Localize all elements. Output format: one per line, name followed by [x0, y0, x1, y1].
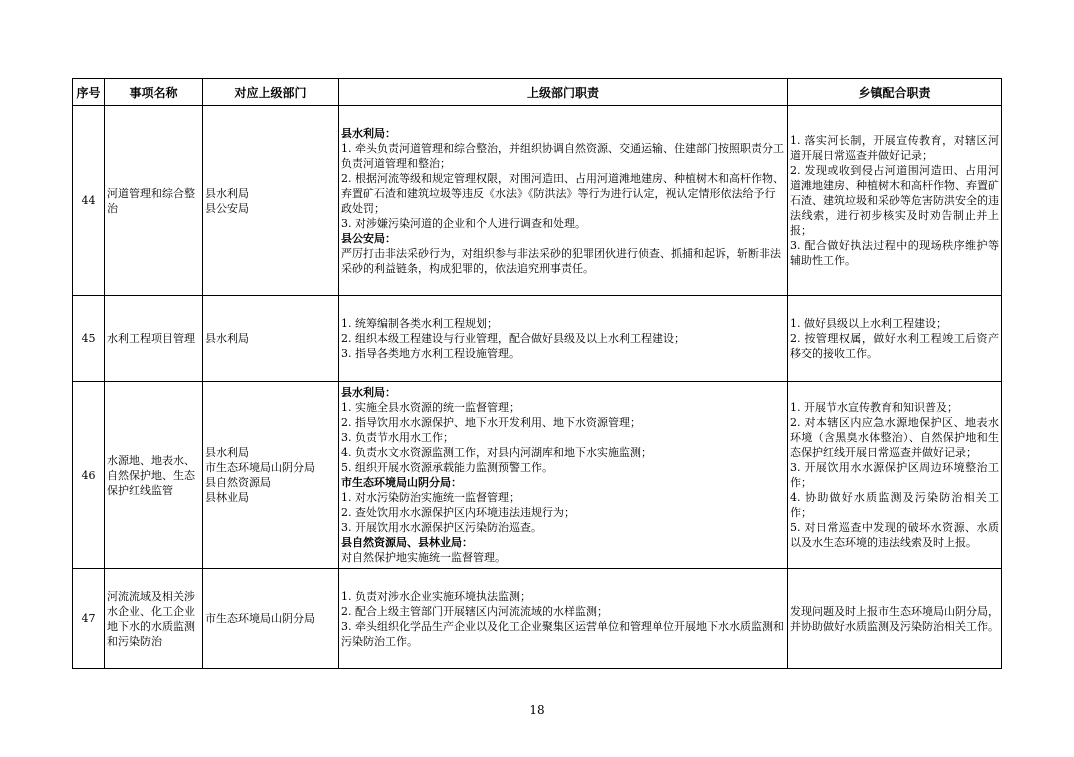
town-duty-item: 2. 按管理权属，做好水利工程竣工后资产移交的接收工作。 [790, 332, 999, 360]
cell-no: 45 [73, 296, 105, 382]
duty-item: 1. 负责对涉水企业实施环境执法监测； [341, 589, 531, 603]
dept-name: 县公安局 [205, 201, 249, 215]
table-row [73, 382, 1002, 569]
header-item-name: 事项名称 [105, 79, 203, 106]
duty-item: 4. 负责水文水资源监测工作，对县内河湖库和地下水实施监测； [341, 446, 652, 459]
cell-superior-duties [339, 382, 788, 569]
town-duty-item: 2. 对本辖区内应急水源地保护区、地表水环境（含黑臭水体整治）、自然保护地和生态保护红线开展日常巡查并做好记录； [790, 416, 999, 459]
town-duty-item: 3. 开展饮用水水源保护区周边环境整治工作； [790, 461, 999, 489]
duty-item: 1. 统筹编制各类水利工程规划； [341, 317, 498, 330]
cell-town-duties [788, 296, 1002, 382]
town-duty-item: 发现问题及时上报市生态环境局山阴分局，并协助做好水质监测及污染防治相关工作。 [790, 604, 999, 633]
cell-no: 47 [73, 569, 105, 669]
cell-item-name: 水源地、地表水、自然保护地、生态保护红线监管 [105, 382, 203, 569]
town-duty-item: 1. 做好县级以上水利工程建设； [790, 317, 947, 330]
duty-item: 1. 实施全县水资源的统一监督管理； [341, 401, 520, 414]
cell-item-name: 水利工程项目管理 [105, 296, 203, 382]
cell-superior-duties [339, 106, 788, 296]
duty-department-heading: 县自然资源局、县林业局： [341, 536, 473, 549]
duty-item: 3. 指导各类地方水利工程设施管理。 [341, 347, 520, 360]
duty-department-heading: 县水利局： [341, 126, 396, 140]
table-header-row [73, 79, 1002, 106]
duty-item: 1. 牵头负责河道管理和综合整治，并组织协调自然资源、交通运输、住建部门按照职责分工负责河道管理和整治； [341, 141, 784, 170]
header-no: 序号 [73, 79, 105, 106]
cell-superior-dept [203, 382, 339, 569]
duty-item: 3. 对涉嫌污染河道的企业和个人进行调查和处理。 [341, 216, 586, 230]
dept-name: 县自然资源局 [205, 476, 271, 489]
duty-item: 3. 开展饮用水水源保护区污染防治巡查。 [341, 521, 542, 534]
table-row [73, 569, 1002, 669]
town-duty-item: 1. 开展节水宣传教育和知识普及； [790, 401, 958, 414]
duty-item: 2. 查处饮用水水源保护区内环境违法违规行为； [341, 506, 575, 519]
duty-department-heading: 市生态环境局山阴分局： [341, 476, 462, 489]
duty-item: 1. 对水污染防治实施统一监督管理； [341, 491, 520, 504]
cell-superior-dept [203, 106, 339, 296]
cell-no: 46 [73, 382, 105, 569]
cell-item-name: 河流流域及相关涉水企业、化工企业地下水的水质监测和污染防治 [105, 569, 203, 669]
header-superior-dept: 对应上级部门 [203, 79, 339, 106]
duty-item: 严厉打击非法采砂行为，对组织参与非法采砂的犯罪团伙进行侦查、抓捕和起诉，斩断非法采砂的利益链条，构成犯罪的，依法追究刑事责任。 [341, 246, 781, 275]
town-duty-item: 1. 落实河长制，开展宣传教育，对辖区河道开展日常巡查并做好记录； [790, 134, 999, 162]
cell-town-duties [788, 382, 1002, 569]
cell-item-name: 河道管理和综合整治 [105, 106, 203, 296]
duties-table [72, 78, 1002, 669]
cell-superior-dept [203, 296, 339, 382]
duty-item: 5. 组织开展水资源承载能力监测预警工作。 [341, 461, 553, 474]
duty-item: 2. 根据河流等级和规定管理权限，对围河造田、占用河道滩地建房、种植树木和高杆作物、弃置矿石渣和建筑垃圾等违反《水法》《防洪法》等行为进行认定，视认定情形依法给予行政处罚； [341, 171, 784, 215]
page-number: 18 [529, 703, 545, 717]
cell-superior-duties [339, 296, 788, 382]
duty-department-heading: 县水利局： [341, 386, 396, 399]
dept-name: 市生态环境局山阴分局 [205, 612, 315, 625]
cell-superior-dept [203, 569, 339, 669]
town-duty-item: 3. 配合做好执法过程中的现场秩序维护等辅助性工作。 [790, 239, 999, 267]
town-duty-item: 4. 协助做好水质监测及污染防治相关工作； [790, 491, 999, 519]
cell-no: 44 [73, 106, 105, 296]
dept-name: 县水利局 [205, 446, 249, 459]
cell-town-duties [788, 569, 1002, 669]
duty-item: 2. 组织本级工程建设与行业管理，配合做好县级及以上水利工程建设； [341, 332, 685, 345]
table-row [73, 296, 1002, 382]
table-row [73, 106, 1002, 296]
duty-department-heading: 县公安局： [341, 231, 396, 245]
header-town-duties: 乡镇配合职责 [788, 79, 1002, 106]
duty-item: 对自然保护地实施统一监督管理。 [341, 551, 506, 564]
duty-item: 2. 配合上级主管部门开展辖区内河流流域的水样监测； [341, 604, 608, 618]
dept-name: 市生态环境局山阴分局 [205, 461, 315, 474]
cell-superior-duties [339, 569, 788, 669]
duty-item: 2. 指导饮用水水源保护、地下水开发利用、地下水资源管理； [341, 416, 641, 429]
duty-item: 3. 负责节水用水工作； [341, 431, 454, 444]
header-superior-duties: 上级部门职责 [339, 79, 788, 106]
cell-town-duties [788, 106, 1002, 296]
dept-name: 县水利局 [205, 186, 249, 200]
dept-name: 县水利局 [205, 332, 249, 345]
town-duty-item: 2. 发现或收到侵占河道围河造田、占用河道滩地建房、种植树木和高杆作物、弃置矿石渣、建筑垃圾和采砂等危害防洪安全的违法线索，进行初步核实及时劝告制止并上报； [790, 164, 999, 237]
duty-item: 3. 牵头组织化学品生产企业以及化工企业聚集区运营单位和管理单位开展地下水水质监测和污染防治工作。 [341, 619, 784, 648]
dept-name: 县林业局 [205, 491, 249, 504]
town-duty-item: 5. 对日常巡查中发现的破坏水资源、水质以及水生态环境的违法线索及时上报。 [790, 521, 999, 549]
